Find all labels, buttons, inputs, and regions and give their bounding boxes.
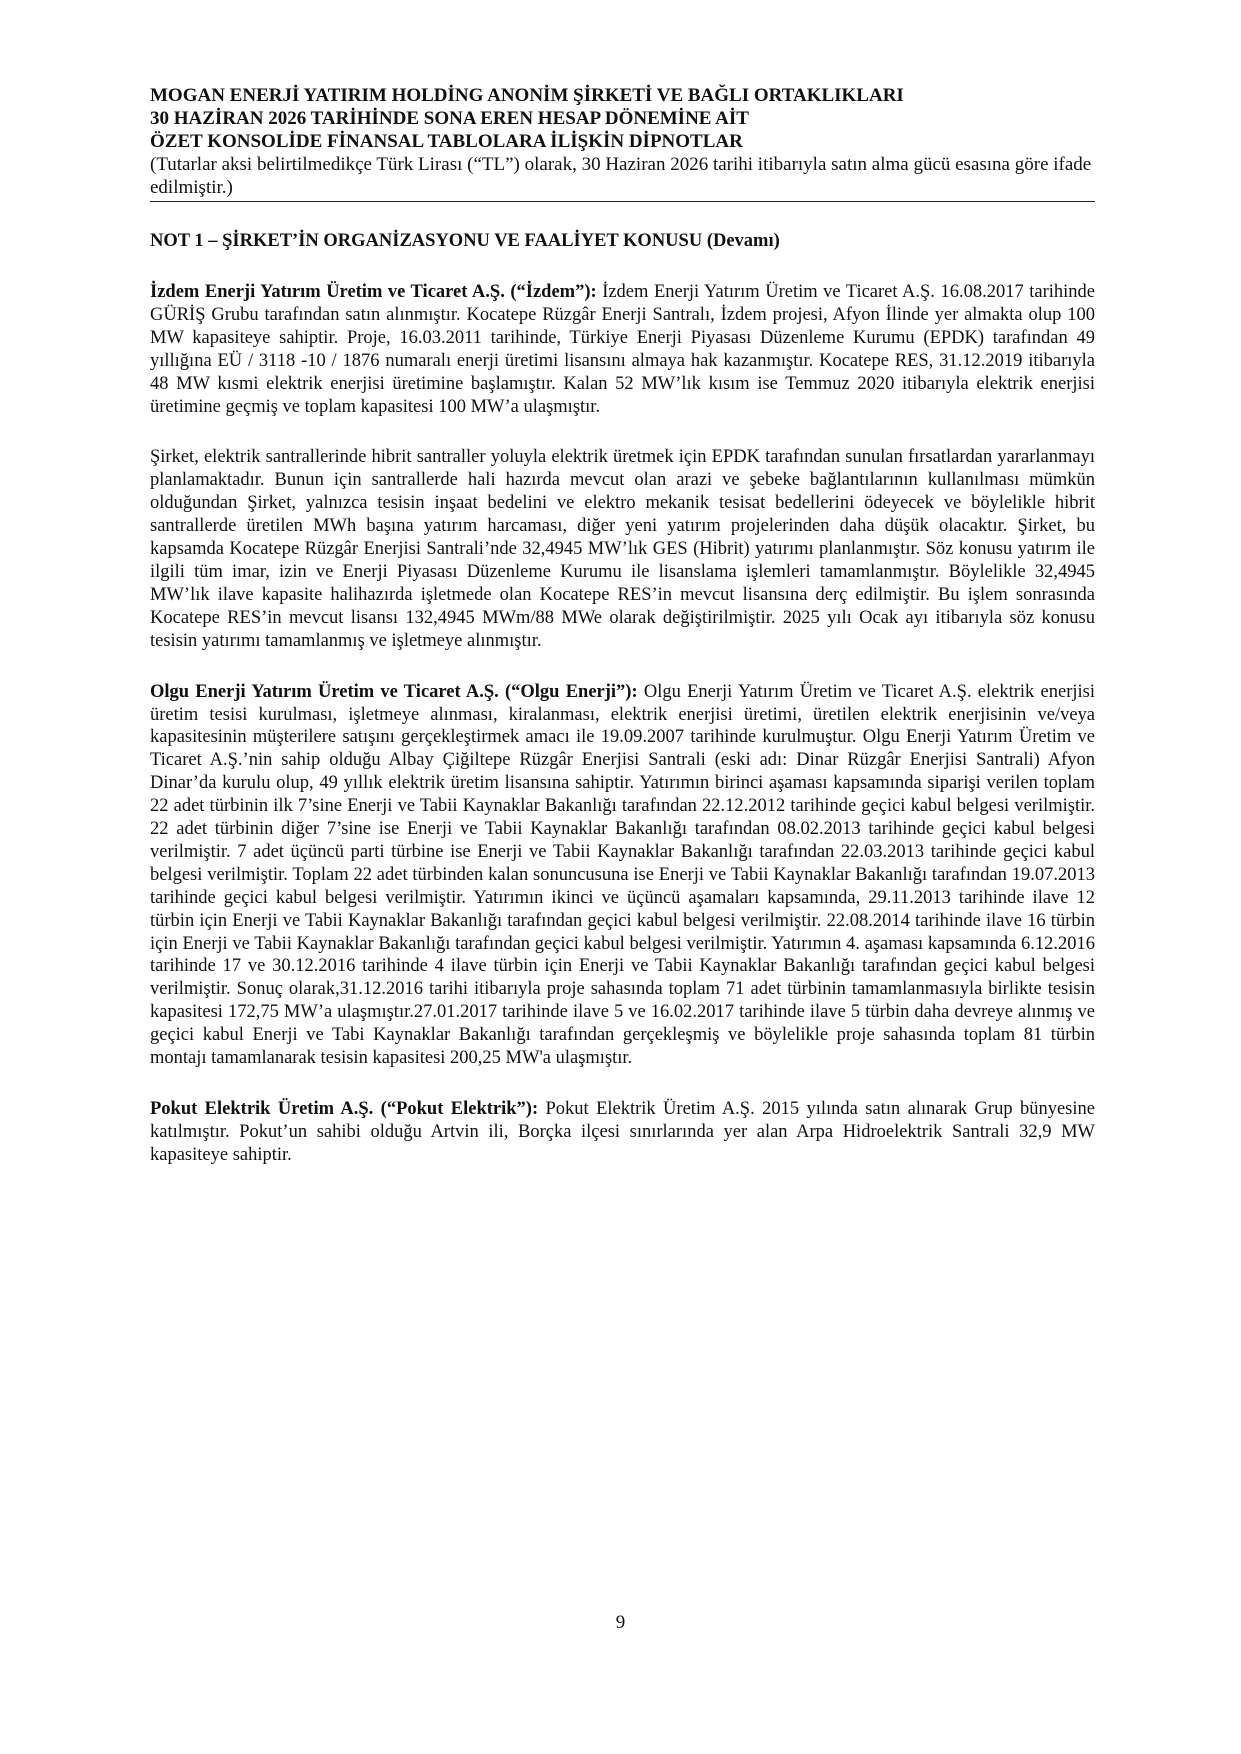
paragraph-body: Pokut Elektrik Üretim A.Ş. 2015 yılında satın alınarak Grup bünyesine katılmıştır. Pokut’un sahibi olduğu Artvin ili, Borçka ilçesi sınırlarında yer alan Arpa Hidroelektrik Santrali 32,9 MW kapasiteye sahiptir.	[150, 1099, 1095, 1165]
page-number: 9	[615, 1612, 626, 1633]
paragraph-lead: Olgu Enerji Yatırım Üretim ve Ticaret A.Ş. (“Olgu Enerji”):	[150, 681, 638, 702]
header-currency-note: (Tutarlar aksi belirtilmedikçe Türk Lirası (“TL”) olarak, 30 Haziran 2026 tarihi itibarıyla satın alma gücü esasına göre ifade edilmiştir.)	[150, 154, 1092, 198]
paragraph-body: Olgu Enerji Yatırım Üretim ve Ticaret A.Ş. elektrik enerjisi üretim tesisi kurulması, işletmeye alınması, kiralanması, elektrik enerjisi üretimi, üretilen elektrik enerjisinin ve/veya kapasitesinin müşterilere satışını gerçekleştirmek amacı ile 19.09.2007 tarihinde kurulmuştur. Olgu Enerji Yatırım Üretim ve Ticaret A.Ş.’nin sahip olduğu Albay Çiğiltepe Rüzgâr Enerjisi Santrali (eski adı: Dinar Rüzgâr Enerjisi Santrali) Afyon Dinar’da kurulu olup, 49 yıllık elektrik üretim lisansına sahiptir. Yatırımın birinci aşaması kapsamında siparişi verilen toplam 22 adet türbinin ilk 7’sine Enerji ve Tabii Kaynaklar Bakanlığı tarafından 22.12.2012 tarihinde geçici kabul belgesi verilmiştir. 22 adet türbinin diğer 7’sine ise Enerji ve Tabii Kaynaklar Bakanlığı tarafından 08.02.2013 tarihinde geçici kabul belgesi verilmiştir. 7 adet üçüncü parti türbine ise Enerji ve Tabii Kaynaklar Bakanlığı tarafından 22.03.2013 tarihinde geçici kabul belgesi verilmiştir. Toplam 22 adet türbinden kalan sonuncusuna ise Enerji ve Tabii Kaynaklar Bakanlığı tarafından 19.07.2013 tarihinde geçici kabul belgesi verilmiştir. Yatırımın ikinci ve üçüncü aşamaları kapsamında, 29.11.2013 tarihinde ilave 12 türbin için Enerji ve Tabii Kaynaklar Bakanlığı tarafından geçici kabul belgesi verilmiştir. 22.08.2014 tarihinde ilave 16 türbin için Enerji ve Tabii Kaynaklar Bakanlığı tarafından geçici kabul belgesi verilmiştir. Yatırımın 4. aşaması kapsamında 6.12.2016 tarihinde 17 ve 30.12.2016 tarihinde 4 ilave türbin için Enerji ve Tabii Kaynaklar Bakanlığı tarafından geçici kabul belgesi verilmiştir. Sonuç olarak,31.12.2016 tarihi itibarıyla proje sahasında toplam 71 adet türbinin tamamlanmasıyla birlikte tesisin kapasitesi 172,75 MW’a ulaşmıştır.27.01.2017 tarihinde ilave 5 ve 16.02.2017 tarihinde ilave 5 türbin daha devreye alınmış ve geçici kabul Enerji ve Tabi Kaynaklar Bakanlığı tarafından gerçekleşmiş ve böylelikle proje sahasında toplam 81 türbin montajı tamamlanarak tesisin kapasitesi 200,25 MW'a ulaşmıştır.	[150, 681, 1095, 1069]
paragraph-body: Şirket, elektrik santrallerinde hibrit santraller yoluyla elektrik üretmek için EPDK tarafından sunulan fırsatlardan yararlanmayı planlamaktadır. Bunun için santrallerde hali hazırda mevcut olan arazi ve şebeke bağlantılarının kullanılması mümkün olduğundan Şirket, yalnızca tesisin inşaat bedelini ve elektro mekanik tesisat bedellerini ödeyecek ve böylelikle hibrit santrallerde üretilen MWh başına yatırım harcaması, diğer yeni yatırım projelerinden daha düşük olacaktır. Şirket, bu kapsamda Kocatepe Rüzgâr Enerjisi Santrali’nde 32,4945 MW’lık GES (Hibrit) yatırımı planlanmıştır. Söz konusu yatırım ile ilgili tüm imar, izin ve Enerji Piyasası Düzenleme Kurumu ile lisanslama işlemleri tamamlanmıştır. Böylelikle 32,4945 MW’lık ilave kapasite halihazırda işletmede olan Kocatepe RES’in mevcut lisansına derç edilmiştir. Bu işlem sonrasında Kocatepe RES’in mevcut lisansı 132,4945 MWm/88 MWe olarak değiştirilmiştir. 2025 yılı Ocak ayı itibarıyla söz konusu tesisin yatırımı tamamlanmış ve işletmeye alınmıştır.	[150, 447, 1095, 651]
document-page	[150, 84, 1095, 1185]
paragraph-hybrid	[150, 446, 1095, 652]
header-period: 30 HAZİRAN 2026 TARİHİNDE SONA EREN HESAP DÖNEMİNE AİT	[150, 108, 749, 129]
header-statement-title: ÖZET KONSOLİDE FİNANSAL TABLOLARA İLİŞKİN DİPNOTLAR	[150, 131, 743, 152]
paragraph-lead: İzdem Enerji Yatırım Üretim ve Ticaret A.Ş. (“İzdem”):	[150, 282, 597, 302]
section-title: NOT 1 – ŞİRKET’İN ORGANİZASYONU VE FAALİYET KONUSU (Devamı)	[150, 231, 780, 251]
paragraph-olgu	[150, 681, 1095, 1070]
paragraph-body: İzdem Enerji Yatırım Üretim ve Ticaret A.Ş. 16.08.2017 tarihinde GÜRİŞ Grubu tarafından satın alınmıştır. Kocatepe Rüzgâr Enerji Santralı, İzdem projesi, Afyon İlinde yer almakta olup 100 MW kapasiteye sahiptir. Proje, 16.03.2011 tarihinde, Türkiye Enerji Piyasası Düzenleme Kurumu (EPDK) tarafından 49 yıllığına EÜ / 3118 -10 / 1876 numaralı enerji üretimi lisansını almaya hak kazanmıştır. Kocatepe RES, 31.12.2019 itibarıyla 48 MW kısmi elektrik enerjisi üretimine başlamıştır. Kalan 52 MW’lık kısım ise Temmuz 2020 itibarıyla elektrik enerjisi üretimine geçmiş ve toplam kapasitesi 100 MW’a ulaşmıştır.	[150, 282, 1095, 417]
paragraph-pokut	[150, 1098, 1095, 1167]
document-header	[150, 84, 1095, 202]
paragraph-izdem	[150, 281, 1095, 418]
header-company-name: MOGAN ENERJİ YATIRIM HOLDİNG ANONİM ŞİRKETİ VE BAĞLI ORTAKLIKLARI	[150, 85, 904, 106]
paragraph-lead: Pokut Elektrik Üretim A.Ş. (“Pokut Elektrik”):	[150, 1099, 539, 1119]
